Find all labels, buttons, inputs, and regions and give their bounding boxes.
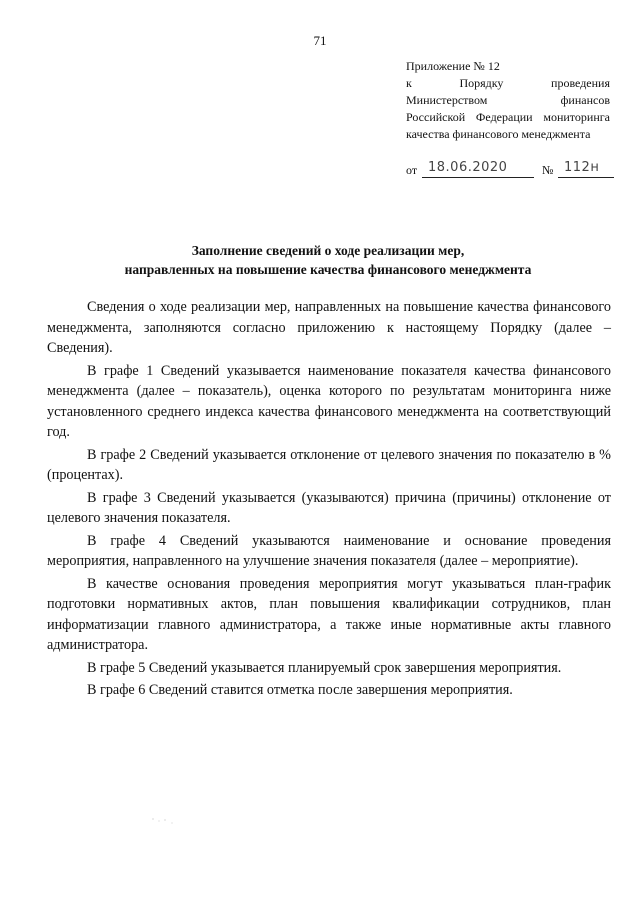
document-body — [47, 297, 611, 703]
title-line: Заполнение сведений о ходе реализации мер, — [191, 243, 465, 258]
appendix-line: качества финансового менеджмента — [406, 127, 591, 141]
appendix-line: Министерством финансов — [406, 93, 610, 107]
scan-artifact — [150, 815, 180, 829]
paragraph: В графе 3 Сведений указывается (указываются) причина (причины) отклонение от целевого значения показателя. — [47, 489, 611, 526]
paragraph: В графе 4 Сведений указываются наименование и основание проведения мероприятия, направленного на улучшение значения показателя (далее – мероприятие). — [47, 532, 611, 569]
appendix-line: к Порядку проведения — [406, 76, 610, 90]
title-line: направленных на повышение качества финансового менеджмента — [124, 262, 532, 277]
number-label: № — [542, 163, 554, 177]
paragraph: В графе 5 Сведений указывается планируемый срок завершения мероприятия. — [87, 659, 562, 676]
document-title — [40, 241, 616, 279]
date-value: 18.06.2020 — [428, 160, 508, 175]
number-value: 112н — [564, 160, 600, 175]
paragraph: В качестве основания проведения мероприятия могут указываться план-график подготовки нормативных актов, план повышения квалификации сотрудников, план информатизации главного администратора, а также иные нормативные акты главного администратора. — [47, 575, 611, 653]
date-underline — [422, 177, 534, 178]
paragraph: В графе 1 Сведений указывается наименование показателя качества финансового менеджмента (далее – показатель), оценка которого по результатам мониторинга ниже установленного среднего индекса качества финансового менеджмента на соответствующий год. — [47, 362, 611, 440]
appendix-line: Российской Федерации мониторинга — [406, 110, 610, 124]
paragraph: В графе 6 Сведений ставится отметка после завершения мероприятия. — [87, 682, 513, 698]
paragraph: Сведения о ходе реализации мер, направленных на повышение качества финансового менеджмента, заполняются согласно приложению к настоящему Порядку (далее – Сведения). — [47, 299, 611, 356]
scan-specks-icon — [150, 815, 180, 829]
number-underline — [558, 177, 614, 178]
paragraph: В графе 2 Сведений указывается отклонение от целевого значения по показателю в % (процентах). — [47, 446, 611, 483]
date-label: от — [406, 163, 418, 177]
order-date-line — [406, 160, 616, 181]
appendix-header — [406, 58, 610, 143]
appendix-line: Приложение № 12 — [406, 59, 500, 73]
page-number: 71 — [313, 33, 327, 48]
